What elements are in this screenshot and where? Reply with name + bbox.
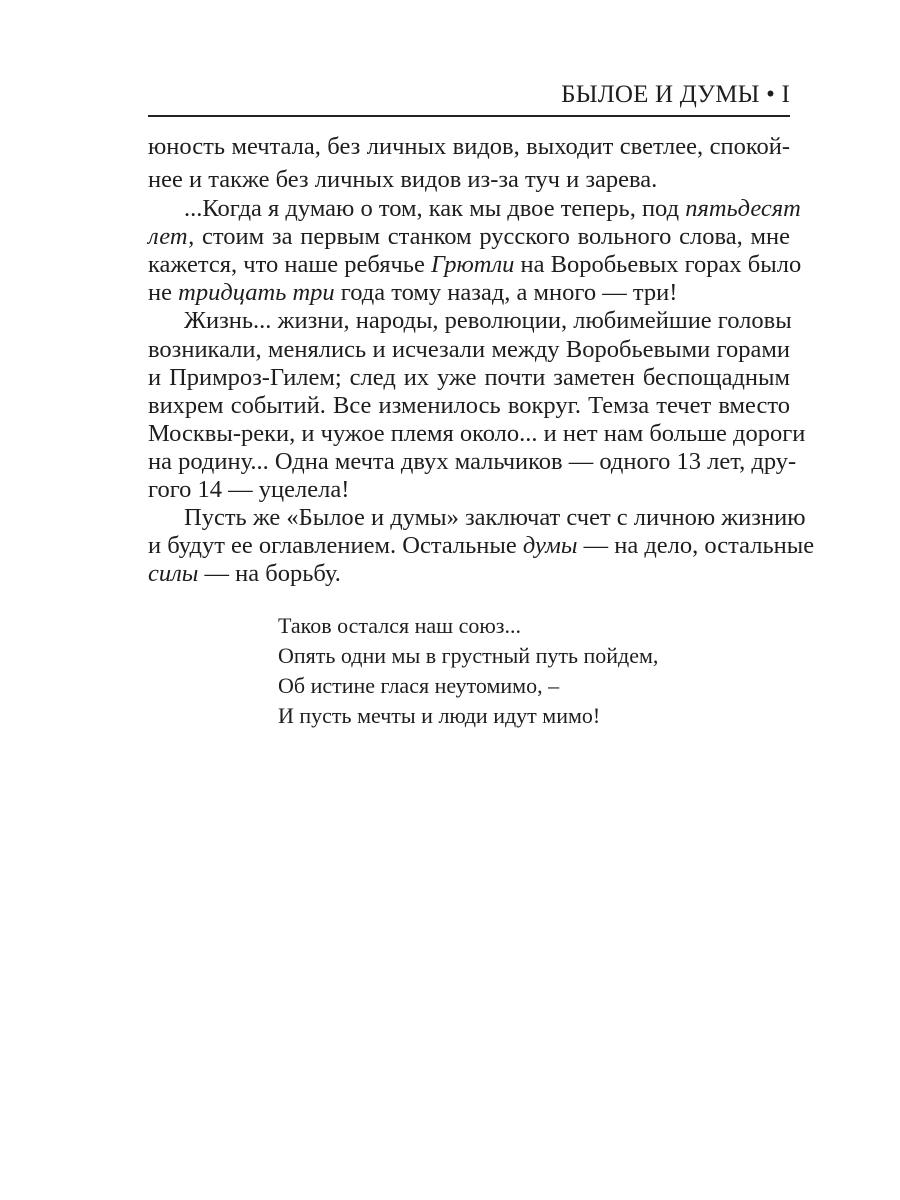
running-head: БЫЛОЕ И ДУМЫ • I (561, 81, 790, 108)
text-line: и Примроз-Гилем; след их уже почти заметен беспощадным (148, 364, 790, 391)
text-line: Пусть же «Былое и думы» заключат счет с личною жизнию (184, 504, 806, 531)
text-line: на родину... Одна мечта двух мальчиков — одного 13 лет, дру- (148, 448, 797, 475)
text-line: лет, стоим за первым станком русского вольного слова, мне (148, 223, 790, 250)
verse-line: И пусть мечты и люди идут мимо! (278, 703, 601, 728)
text-line: Жизнь... жизни, народы, революции, любимейшие головы (184, 307, 792, 334)
text-line: не тридцать три года тому назад, а много — три! (148, 279, 678, 306)
header-rule (148, 115, 790, 117)
text-line: вихрем событий. Все изменилось вокруг. Темза течет вместо (148, 392, 790, 419)
text-line: юность мечтала, без личных видов, выходит светлее, спокой- (148, 133, 790, 160)
text-line: нее и также без личных видов из-за туч и зарева. (148, 166, 658, 193)
text-line: ...Когда я думаю о том, как мы двое теперь, под пятьдесят (184, 195, 801, 222)
text-line: кажется, что наше ребячье Грютли на Воробьевых горах было (148, 251, 802, 278)
text-line: возникали, менялись и исчезали между Воробьевыми горами (148, 336, 790, 363)
verse-line: Опять одни мы в грустный путь пойдем, (278, 643, 659, 668)
text-line: силы — на борьбу. (148, 560, 341, 587)
verse-line: Таков остался наш союз... (278, 613, 521, 638)
text-line: гого 14 — уцелела! (148, 476, 350, 503)
text-line: Москвы-реки, и чужое племя около... и нет нам больше дороги (148, 420, 806, 447)
verse-line: Об истине глася неутомимо, – (278, 673, 560, 698)
text-line: и будут ее оглавлением. Остальные думы — на дело, остальные (148, 532, 815, 559)
